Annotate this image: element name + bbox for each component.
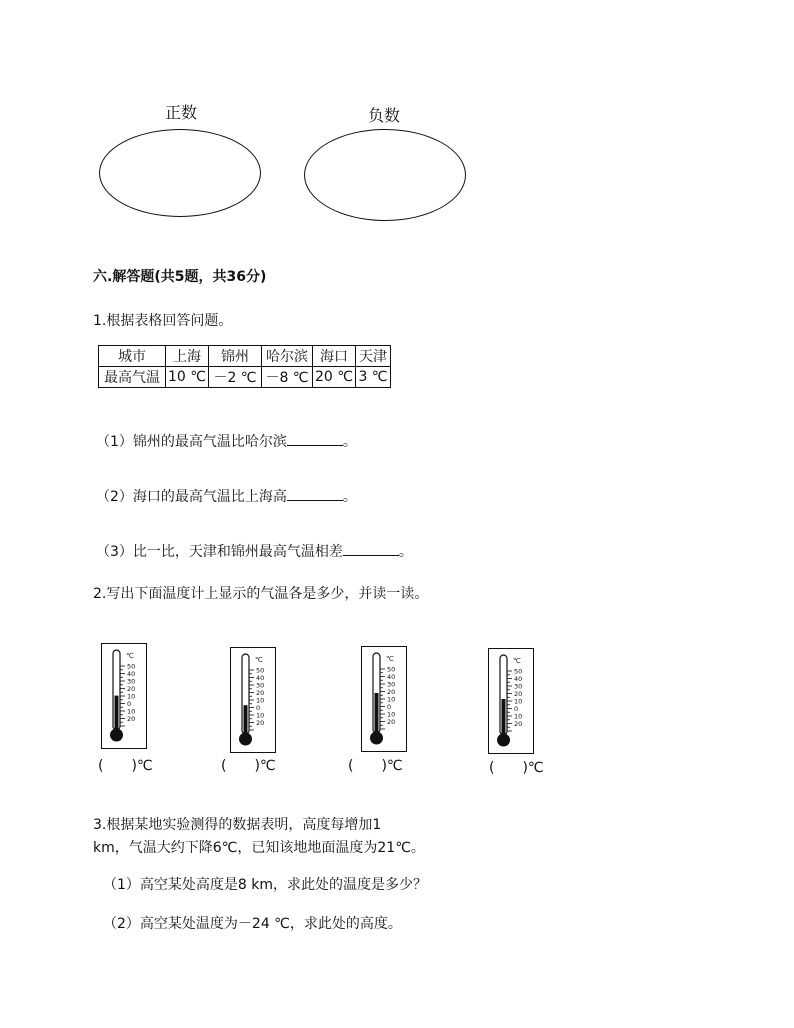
scale-label: 20 bbox=[256, 689, 265, 697]
thermometer-bulb bbox=[239, 733, 252, 746]
thermometer bbox=[230, 647, 276, 753]
thermometer bbox=[101, 643, 147, 749]
scale-label: 10 bbox=[256, 711, 265, 720]
q2-prompt: 2.写出下面温度计上显示的气温各是多少，并读一读。 bbox=[93, 586, 429, 602]
q1-sub2 bbox=[96, 486, 357, 506]
table-cell: 城市 bbox=[99, 346, 166, 367]
q1-sub1-end: 。 bbox=[342, 434, 357, 450]
mercury-column bbox=[502, 699, 506, 735]
table-cell: 海口 bbox=[313, 346, 356, 367]
unit-label: ℃ bbox=[513, 657, 521, 665]
thermometer-drawing bbox=[362, 647, 406, 751]
scale-label: 0 bbox=[127, 700, 132, 708]
scale-label: 10 bbox=[514, 712, 523, 721]
q3-sub2: （2）高空某处温度为－24 ℃，求此处的高度。 bbox=[103, 916, 402, 932]
scale-label: 20 bbox=[514, 720, 523, 728]
thermometer-drawing bbox=[102, 644, 146, 748]
answer-blank[interactable] bbox=[287, 486, 343, 501]
thermometer-answer[interactable]: ( )℃ bbox=[489, 760, 544, 776]
scale-label: 20 bbox=[387, 688, 396, 696]
table-cell: 最高气温 bbox=[99, 367, 166, 388]
q1-sub1 bbox=[96, 431, 357, 451]
table-cell: 3 ℃ bbox=[356, 367, 391, 388]
table-header-row bbox=[99, 346, 391, 367]
table-cell: 天津 bbox=[356, 346, 391, 367]
scale-label: 10 bbox=[127, 707, 136, 716]
scale-label: 30 bbox=[514, 682, 523, 691]
mercury-column bbox=[115, 696, 119, 730]
mercury-column bbox=[375, 693, 379, 733]
scale-label: 50 bbox=[514, 667, 523, 676]
scale-label: 40 bbox=[387, 673, 396, 681]
thermometer-answer[interactable]: ( )℃ bbox=[221, 758, 276, 774]
table-cell: 20 ℃ bbox=[313, 367, 356, 388]
negative-label: 负数 bbox=[368, 106, 401, 125]
q1-sub3 bbox=[96, 541, 413, 561]
thermometer-drawing bbox=[231, 648, 275, 752]
scale-label: 0 bbox=[256, 704, 261, 712]
negative-oval[interactable] bbox=[304, 129, 466, 221]
scale-label: 0 bbox=[387, 703, 392, 711]
thermometer bbox=[361, 646, 407, 752]
scale-label: 40 bbox=[127, 670, 136, 678]
table-cell: －8 ℃ bbox=[262, 367, 313, 388]
positive-oval[interactable] bbox=[99, 129, 261, 217]
answer-blank[interactable] bbox=[287, 431, 343, 446]
scale-label: 20 bbox=[256, 719, 265, 727]
unit-label: ℃ bbox=[386, 655, 394, 663]
table-row bbox=[99, 367, 391, 388]
scale-label: 10 bbox=[127, 692, 136, 701]
q1-sub3-end: 。 bbox=[398, 544, 413, 560]
scale-label: 10 bbox=[256, 696, 265, 705]
section-heading: 六.解答题(共5题，共36分) bbox=[93, 269, 267, 285]
table-cell: 上海 bbox=[166, 346, 209, 367]
thermometer bbox=[488, 648, 534, 754]
q1-sub2-end: 。 bbox=[342, 489, 357, 505]
scale-label: 50 bbox=[256, 666, 265, 675]
q1-sub2-text: （2）海口的最高气温比上海高 bbox=[96, 489, 287, 505]
scale-label: 20 bbox=[514, 690, 523, 698]
table-cell: －2 ℃ bbox=[209, 367, 262, 388]
mercury-column bbox=[244, 705, 248, 734]
scale-label: 20 bbox=[127, 715, 136, 723]
scale-label: 10 bbox=[387, 710, 396, 719]
table-cell: 哈尔滨 bbox=[262, 346, 313, 367]
scale-label: 40 bbox=[256, 674, 265, 682]
q1-prompt: 1.根据表格回答问题。 bbox=[93, 313, 233, 329]
thermometer-answer[interactable]: ( )℃ bbox=[348, 758, 403, 774]
unit-label: ℃ bbox=[255, 656, 263, 664]
scale-label: 30 bbox=[387, 680, 396, 689]
scale-label: 50 bbox=[127, 662, 136, 671]
scale-label: 0 bbox=[514, 705, 519, 713]
scale-label: 20 bbox=[127, 685, 136, 693]
table-cell: 锦州 bbox=[209, 346, 262, 367]
scale-label: 10 bbox=[514, 697, 523, 706]
scale-label: 50 bbox=[387, 665, 396, 674]
q3-line1: 3.根据某地实验测得的数据表明，高度每增加1 bbox=[93, 817, 382, 833]
q3-sub1: （1）高空某处高度是8 km，求此处的温度是多少？ bbox=[103, 877, 428, 893]
answer-blank[interactable] bbox=[343, 541, 399, 556]
positive-label: 正数 bbox=[165, 103, 198, 122]
q1-sub1-text: （1）锦州的最高气温比哈尔滨 bbox=[96, 434, 287, 450]
scale-label: 40 bbox=[514, 675, 523, 683]
scale-label: 30 bbox=[256, 681, 265, 690]
thermometer-answer[interactable]: ( )℃ bbox=[98, 758, 153, 774]
scale-label: 20 bbox=[387, 718, 396, 726]
temperature-table bbox=[98, 345, 391, 388]
thermometer-bulb bbox=[110, 729, 123, 742]
thermometer-bulb bbox=[497, 734, 510, 747]
table-cell: 10 ℃ bbox=[166, 367, 209, 388]
unit-label: ℃ bbox=[126, 652, 134, 660]
scale-label: 10 bbox=[387, 695, 396, 704]
thermometer-drawing bbox=[489, 649, 533, 753]
q1-sub3-text: （3）比一比，天津和锦州最高气温相差 bbox=[96, 544, 343, 560]
scale-label: 30 bbox=[127, 677, 136, 686]
thermometer-bulb bbox=[370, 732, 383, 745]
q3-line2: km，气温大约下降6℃，已知该地地面温度为21℃。 bbox=[93, 840, 425, 856]
